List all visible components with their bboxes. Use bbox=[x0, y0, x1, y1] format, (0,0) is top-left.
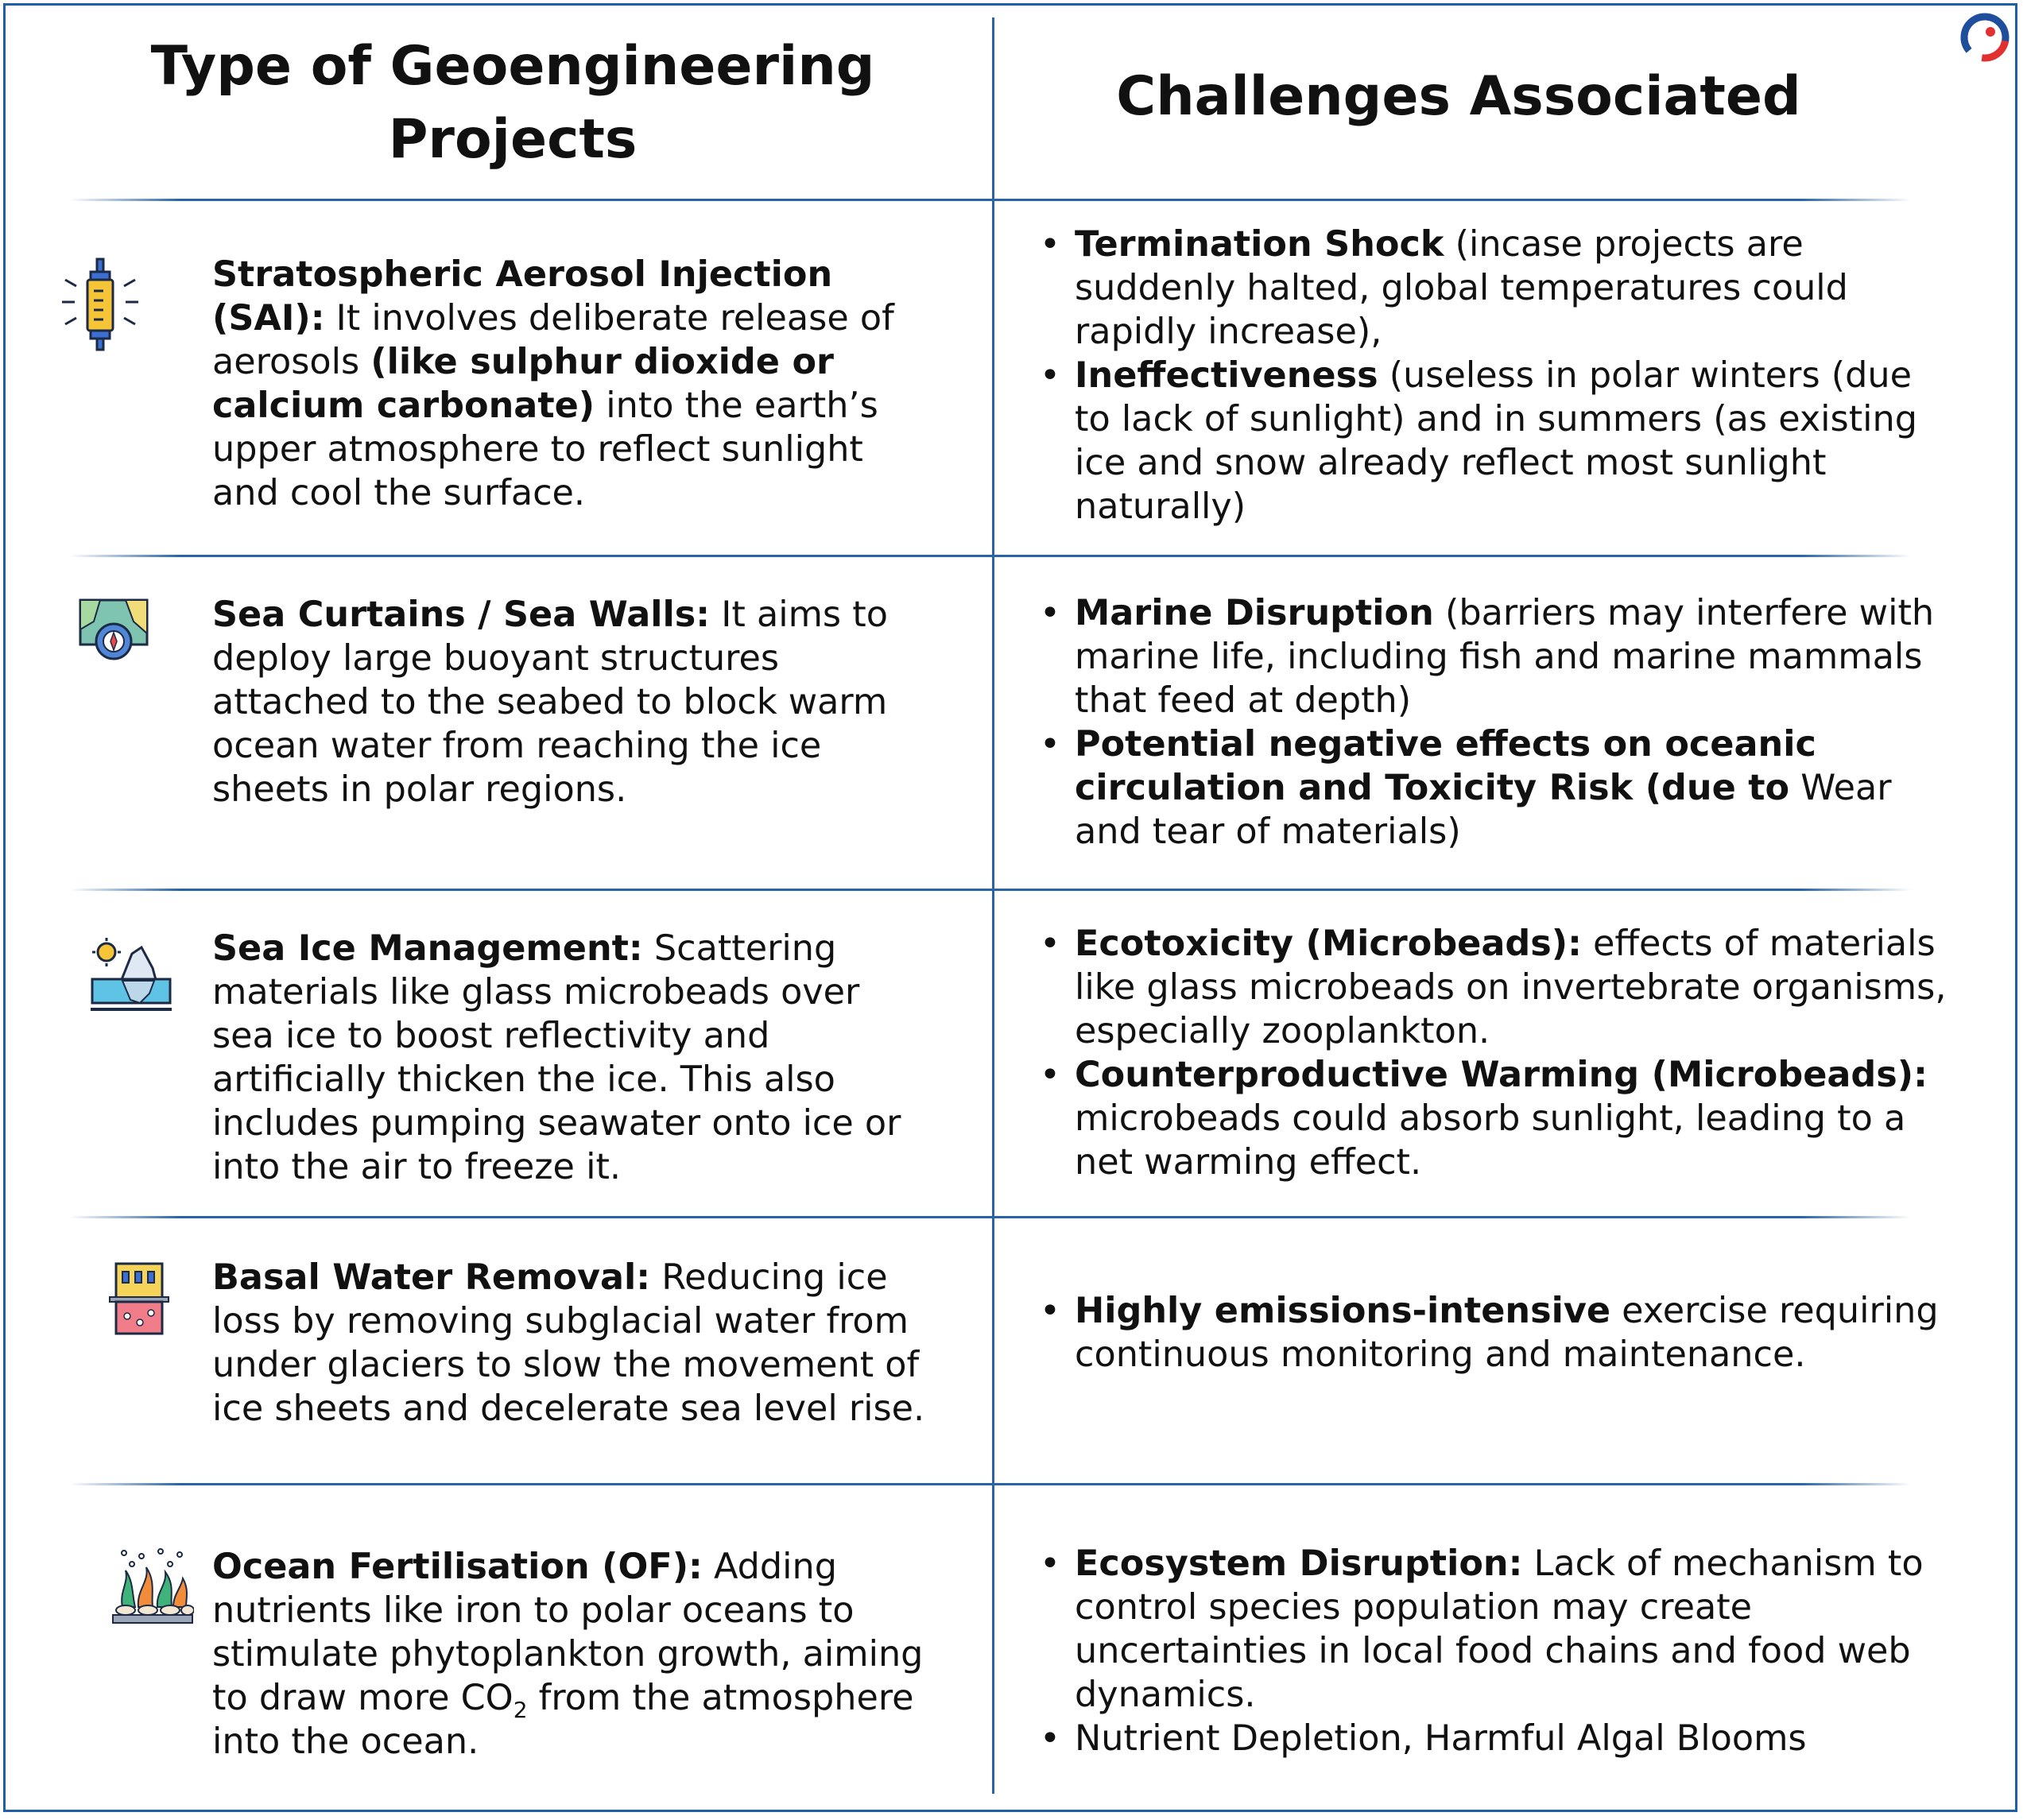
challenge-list bbox=[1033, 591, 1948, 854]
project-title: Sea Curtains / Sea Walls: bbox=[212, 594, 711, 635]
project-description: Basal Water Removal: Reducing ice loss by removing subglacial water from under glaciers to slow the movement of ice sheets and decelerate sea level rise. bbox=[212, 1257, 925, 1429]
project-title: Ocean Fertilisation (OF): bbox=[212, 1547, 703, 1587]
list-item: • Ecosystem Disruption: Lack of mechanism to control species population may create uncertainties in local food chains and food web dynamics. bbox=[1033, 1542, 1948, 1717]
challenge-list bbox=[1033, 922, 1948, 1184]
list-item: • Termination Shock (incase projects are suddenly halted, global temperatures could rapidly increase), bbox=[1033, 223, 1948, 354]
list-item: • Marine Disruption (barriers may interfere with marine life, including fish and marine mammals that feed at depth) bbox=[1033, 591, 1948, 722]
list-item: • Ineffectiveness (useless in polar winters (due to lack of sunlight) and in summers (as existing ice and snow already reflect most sunlight naturally) bbox=[1033, 354, 1948, 529]
challenge-list bbox=[1033, 223, 1948, 529]
project-title: Stratospheric Aerosol Injection (SAI): bbox=[212, 254, 833, 339]
list-item: • Ecotoxicity (Microbeads): effects of materials like glass microbeads on invertebrate organisms, especially zooplankton. bbox=[1033, 922, 1948, 1053]
list-item: • Counterproductive Warming (Microbeads): microbeads could absorb sunlight, leading to a net warming effect. bbox=[1033, 1053, 1948, 1184]
header-type: Type of Geoengineering Projects bbox=[150, 35, 875, 171]
challenge-list bbox=[1033, 1289, 1948, 1377]
ocean-plants-icon bbox=[111, 1547, 194, 1626]
syringe-injection-icon bbox=[59, 256, 141, 351]
project-description: Sea Ice Management: Scattering materials like glass microbeads over sea ice to boost reflectivity and artificially thicken the ice. This also includes pumping seawater onto ice or into the air to freeze it. bbox=[212, 928, 901, 1187]
column-divider bbox=[992, 17, 994, 1794]
row-divider bbox=[70, 1483, 1911, 1485]
row-divider bbox=[70, 199, 1911, 201]
project-title: Sea Ice Management: bbox=[212, 928, 643, 969]
iceberg-sun-icon bbox=[91, 936, 172, 1013]
row-divider bbox=[70, 889, 1911, 891]
list-item: • Highly emissions-intensive exercise requiring continuous monitoring and maintenance. bbox=[1033, 1289, 1948, 1377]
header-challenges: Challenges Associated bbox=[1116, 65, 1801, 128]
row-divider bbox=[70, 1216, 1911, 1218]
challenge-list bbox=[1033, 1542, 1948, 1760]
project-description: Stratospheric Aerosol Injection (SAI): It involves deliberate release of aerosols (like sulphur dioxide or calcium carbonate) into the earth’s upper atmosphere to reflect sunlight and cool the surface. bbox=[212, 254, 894, 513]
list-item: • Nutrient Depletion, Harmful Algal Blooms bbox=[1033, 1717, 1948, 1760]
row-divider bbox=[70, 555, 1911, 557]
list-item: • Potential negative effects on oceanic circulation and Toxicity Risk (due to Wear and tear of materials) bbox=[1033, 722, 1948, 854]
project-title: Basal Water Removal: bbox=[212, 1257, 651, 1298]
water-removal-icon bbox=[107, 1260, 170, 1337]
map-compass-icon bbox=[78, 598, 149, 666]
brand-logo-icon bbox=[1957, 10, 2013, 65]
project-description: Sea Curtains / Sea Walls: It aims to deploy large buoyant structures attached to the seabed to block warm ocean water from reaching the ice sheets in polar regions. bbox=[212, 594, 888, 810]
project-description: Ocean Fertilisation (OF): Adding nutrients like iron to polar oceans to stimulate phytoplankton growth, aiming to draw more $CO_2$ from the atmosphere into the ocean. bbox=[212, 1547, 924, 1762]
